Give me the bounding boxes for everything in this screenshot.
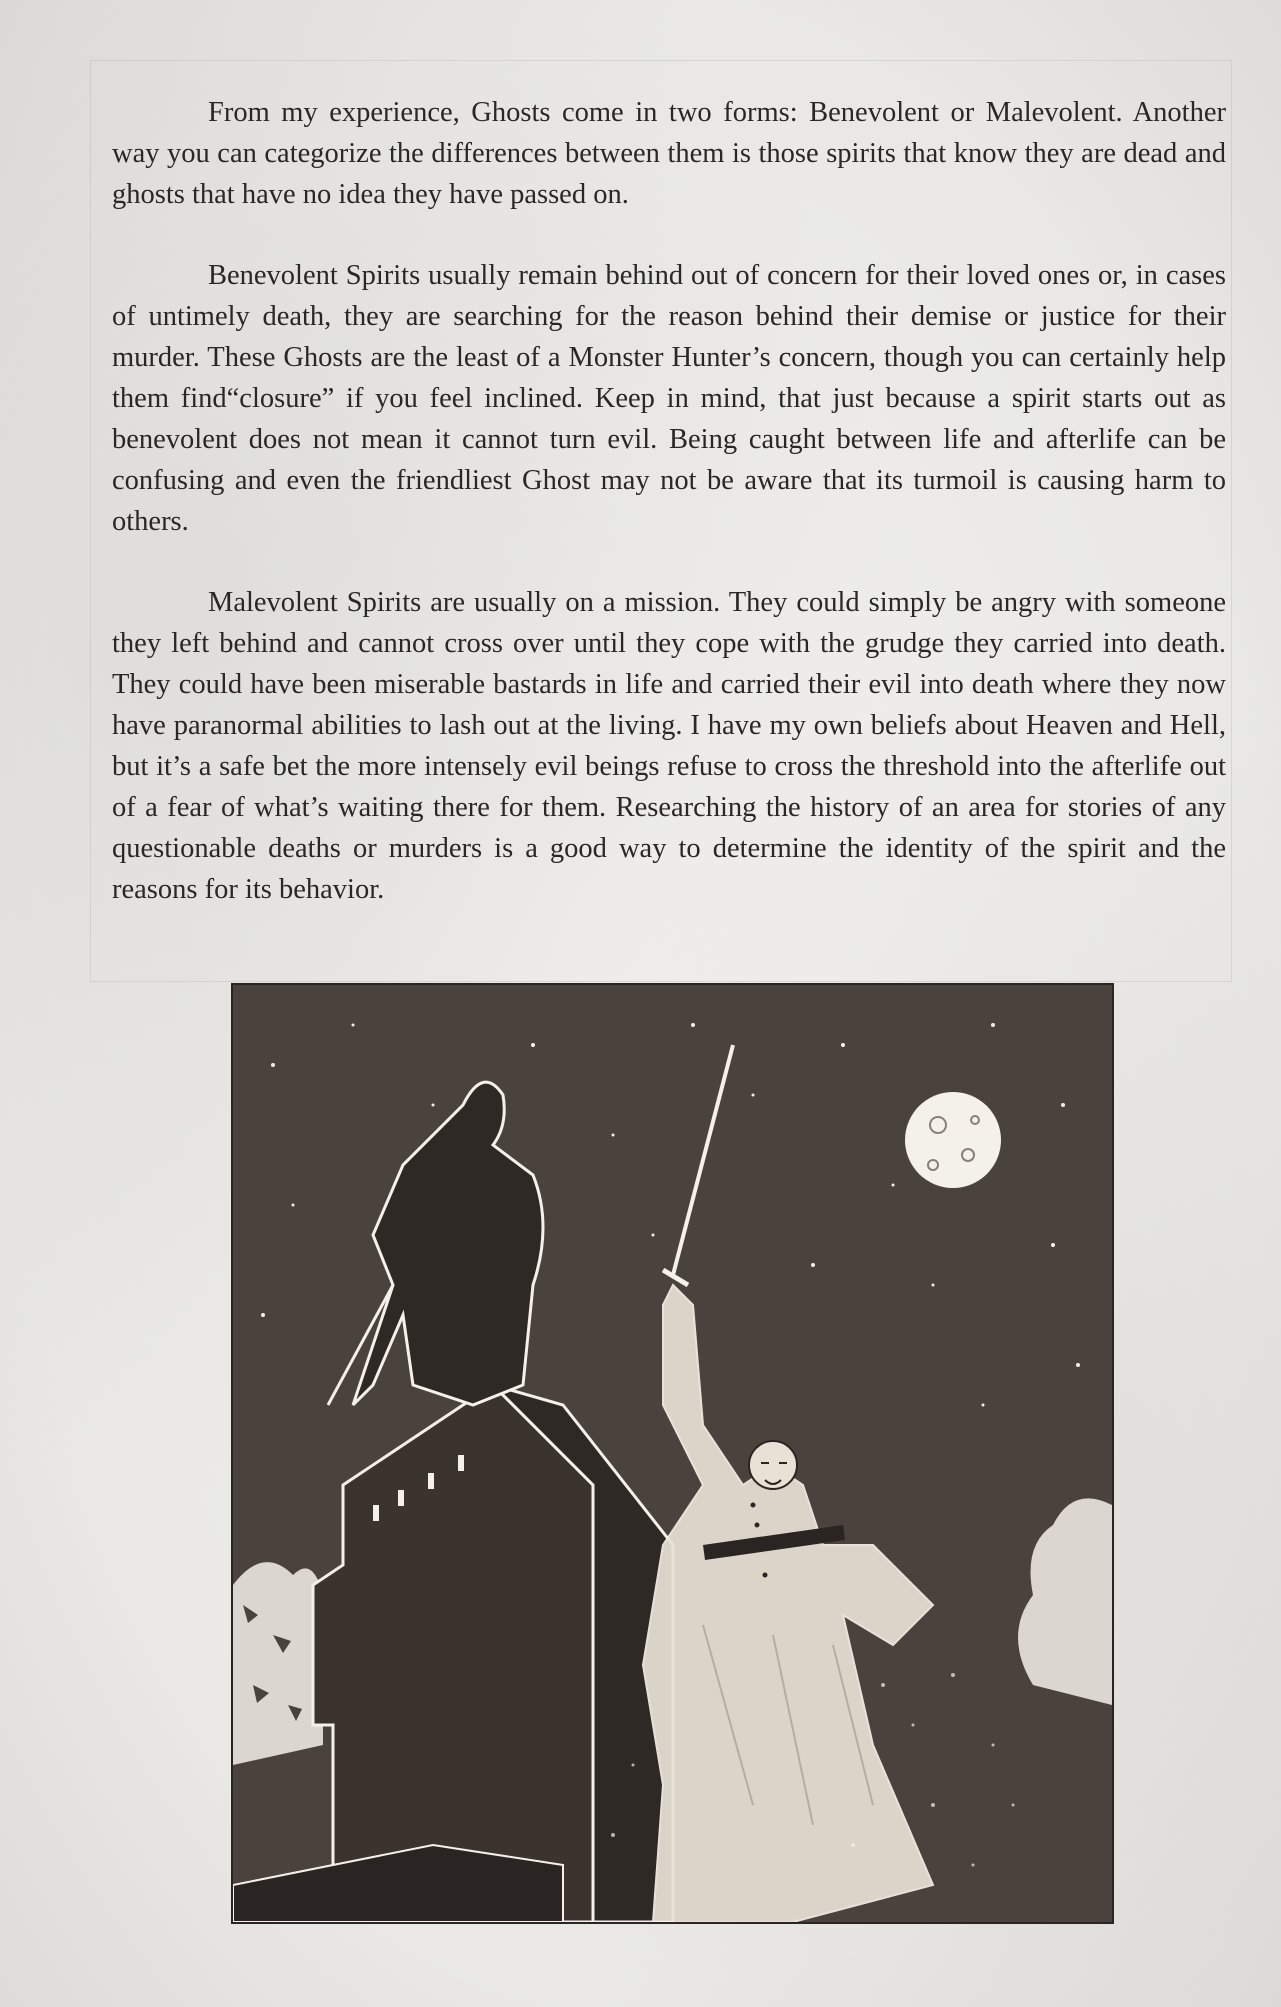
illustration-drawing xyxy=(233,985,1112,1922)
paragraph-benevolent-spirits: Benevolent Spirits usually remain behind out of concern for their loved ones or, in cases of untimely death, they are searching for the reason behind their demise or justice for their murder. These Ghosts are the least of a Monster Hunter’s concern, though you can certainly help them find“closure” if you feel inclined. Keep in mind, that just because a spirit starts out as benevolent does not mean it cannot turn evil. Being caught between life and afterlife can be confusing and even the friendliest Ghost may not be aware that its turmoil is causing harm to others. xyxy=(112,260,1226,537)
right-bushes xyxy=(1018,1498,1112,1705)
article-text xyxy=(112,92,1226,950)
paragraph-ghost-forms: From my experience, Ghosts come in two forms: Benevolent or Malevolent. Another way you can categorize the differences between them is those spirits that know they are dead and ghosts that have no idea they have passed on. xyxy=(112,97,1226,210)
left-bushes xyxy=(233,1562,323,1765)
moon xyxy=(905,1092,1001,1188)
ghost-statue-illustration xyxy=(231,983,1114,1924)
ghost-figure xyxy=(643,1285,933,1922)
sword xyxy=(663,1045,733,1285)
paragraph-malevolent-spirits: Malevolent Spirits are usually on a mission. They could simply be angry with someone they left behind and cannot cross over until they cope with the grudge they carried into death. They could have been miserable bastards in life and carried their evil into death where they now have paranormal abilities to lash out at the living. I have my own beliefs about Heaven and Hell, but it’s a safe bet the more intensely evil beings refuse to cross the threshold into the afterlife out of a fear of what’s waiting there for them. Researching the history of an area for stories of any questionable deaths or murders is a good way to determine the identity of the spirit and the reasons for its behavior. xyxy=(112,587,1226,905)
statue-figure xyxy=(328,1082,543,1405)
